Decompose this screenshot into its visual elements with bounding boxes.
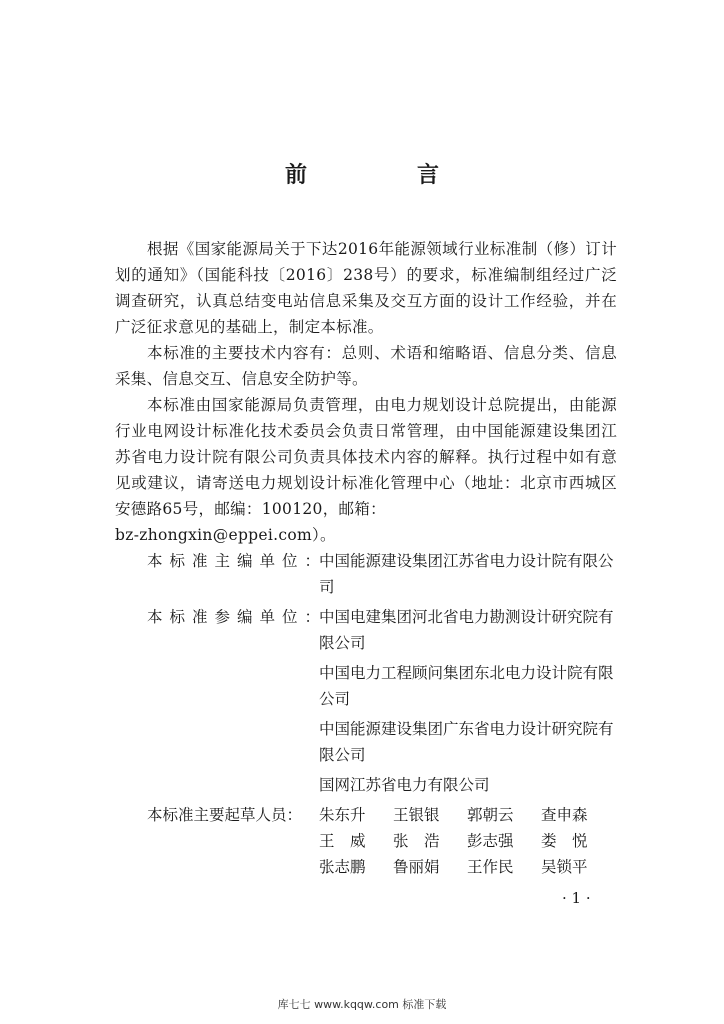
preface-body	[115, 236, 617, 880]
drafter-name: 王作民	[467, 858, 514, 876]
chief-editor-unit: 中国能源建设集团江苏省电力设计院有限公司	[319, 552, 614, 596]
chief-editor-label: 本标准主编单位：	[147, 552, 328, 570]
drafter-name: 郭朝云	[467, 806, 514, 824]
page-number: · 1 ·	[562, 889, 591, 907]
drafter-name: 娄 悦	[541, 832, 588, 850]
drafters-label: 本标准主要起草人员：	[147, 806, 303, 824]
participants-row	[115, 604, 617, 802]
drafter-name: 鲁丽娟	[393, 858, 440, 876]
participant-unit: 中国电建集团河北省电力勘测设计研究院有限公司	[319, 608, 614, 652]
drafter-name: 朱东升	[319, 806, 366, 824]
participants-label: 本标准参编单位：	[147, 608, 328, 626]
drafter-name: 彭志强	[467, 832, 514, 850]
contact-email: bz-zhongxin@eppei.com）。	[115, 526, 336, 544]
drafter-name: 查申森	[541, 806, 588, 824]
drafter-name: 王银银	[393, 806, 440, 824]
participant-unit: 中国能源建设集团广东省电力设计研究院有限公司	[319, 720, 614, 764]
drafter-name: 张 浩	[393, 832, 440, 850]
participant-unit: 中国电力工程顾问集团东北电力设计院有限公司	[319, 664, 614, 708]
drafters-names	[319, 802, 617, 880]
paragraph-content: 本标准的主要技术内容有：总则、术语和缩略语、信息分类、信息采集、信息交互、信息安全防护等。	[115, 344, 617, 388]
participants-units	[319, 604, 617, 802]
drafter-name: 吴锁平	[541, 858, 588, 876]
page-title: 前 言	[284, 163, 483, 188]
paragraph-management: 本标准由国家能源局负责管理，由电力规划设计总院提出，由能源行业电网设计标准化技术委员会负责日常管理，由中国能源建设集团江苏省电力设计院有限公司负责具体技术内容的解释。执行过程中如有意见或建议，请寄送电力规划设计标准化管理中心（地址：北京市西城区安德路65号，邮编：100120，邮箱：	[115, 396, 617, 518]
drafter-name: 张志鹏	[319, 858, 366, 876]
drafters-row	[115, 802, 617, 880]
chief-editor-row	[115, 548, 617, 604]
drafter-name: 王 威	[319, 832, 366, 850]
chief-editor-units	[319, 548, 617, 604]
participant-unit: 国网江苏省电力有限公司	[319, 776, 490, 794]
footer-watermark: 库七七 www.kqqw.com 标准下载	[277, 998, 447, 1011]
paragraph-basis: 根据《国家能源局关于下达2016年能源领域行业标准制（修）订计划的通知》（国能科技〔2016〕238号）的要求，标准编制组经过广泛调查研究，认真总结变电站信息采集及交互方面的设计工作经验，并在广泛征求意见的基础上，制定本标准。	[115, 240, 617, 336]
